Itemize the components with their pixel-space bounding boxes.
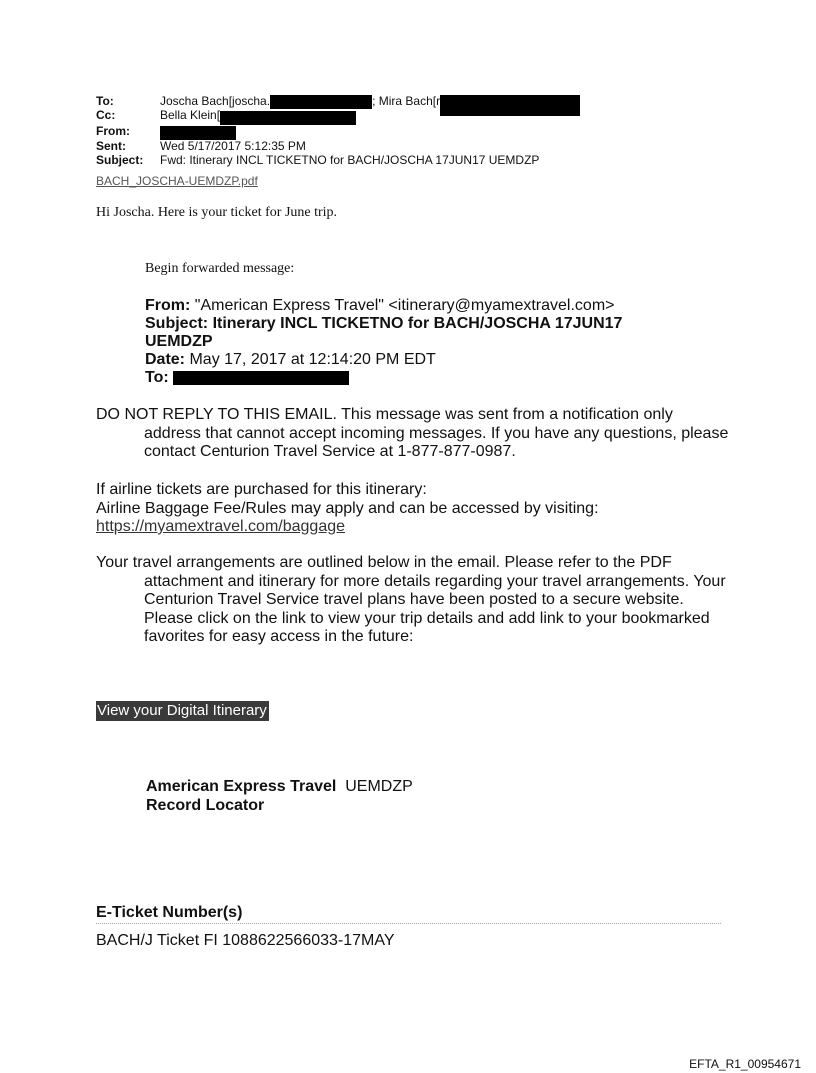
baggage-info: [96, 481, 686, 537]
record-locator-code: UEMDZP: [345, 778, 413, 795]
fwd-subject-line-1: Subject: Itinerary INCL TICKETNO for BACH/JOSCHA 17JUN17: [145, 315, 623, 332]
eticket-line: BACH/J Ticket FI 1088622566033-17MAY: [96, 932, 395, 949]
eticket-heading: E-Ticket Number(s): [96, 904, 721, 924]
subject-value: Fwd: Itinerary INCL TICKETNO for BACH/JOSCHA 17JUN17 UEMDZP: [160, 152, 540, 167]
document-id: EFTA_R1_00954671: [689, 1057, 801, 1071]
travel-arrangements-text: Your travel arrangements are outlined below in the email. Please refer to the PDF attachment and itinerary for more details regarding your travel arrangements. Your Centurion Travel Service travel plans have been posted to a secure website. Please click on the link to view your trip details and add link to your bookmarked favorites for easy access in the future:: [96, 554, 726, 645]
sent-value: Wed 5/17/2017 5:12:35 PM: [160, 139, 306, 153]
forwarded-intro: Begin forwarded message:: [145, 261, 295, 276]
fwd-from-label: From:: [145, 297, 191, 314]
email-header: [96, 95, 580, 167]
subject-label: Subject:: [96, 152, 144, 167]
record-locator-label-1: American Express Travel: [146, 778, 337, 795]
sent-row: [96, 140, 580, 154]
baggage-link[interactable]: https://myamextravel.com/baggage: [96, 518, 346, 535]
fwd-from-row: [145, 297, 665, 315]
fwd-subject-line-2: UEMDZP: [145, 333, 213, 350]
forwarded-header: [145, 297, 665, 387]
cc-label: Cc:: [96, 108, 116, 122]
to-recipient-2: ; Mira Bach[r: [372, 94, 441, 108]
cc-recipient: Bella Klein[: [160, 108, 221, 122]
greeting-text: Hi Joscha. Here is your ticket for June trip.: [96, 205, 338, 220]
redaction-block: [440, 95, 580, 116]
fwd-to-row: [145, 369, 665, 387]
redaction-block: [270, 95, 372, 109]
baggage-line-1: If airline tickets are purchased for this itinerary:: [96, 481, 427, 498]
redaction-block: [173, 371, 349, 385]
cc-value: [160, 109, 356, 125]
subject-row: [96, 154, 580, 168]
redaction-block: [160, 126, 236, 140]
fwd-from-value: "American Express Travel" <itinerary@myamextravel.com>: [190, 297, 615, 314]
redaction-block: [220, 111, 356, 125]
do-not-reply-notice: DO NOT REPLY TO THIS EMAIL. This message was sent from a notification only address that cannot accept incoming messages. If you have any questions, please contact Centurion Travel Service at 1-877-877-0987.: [96, 406, 729, 460]
record-locator: [146, 777, 413, 815]
fwd-date-label: Date:: [145, 351, 186, 368]
from-row: [96, 125, 580, 140]
fwd-date-row: [145, 351, 665, 369]
view-itinerary-button[interactable]: View your Digital Itinerary: [97, 702, 267, 719]
to-recipient-1: Joscha Bach[joscha.: [160, 94, 271, 108]
fwd-date-value: May 17, 2017 at 12:14:20 PM EDT: [185, 351, 436, 368]
to-label: To:: [96, 94, 114, 108]
from-label: From:: [96, 124, 130, 138]
sent-label: Sent:: [96, 139, 126, 153]
baggage-line-2: Airline Baggage Fee/Rules may apply and can be accessed by visiting:: [96, 499, 599, 517]
fwd-to-label: To:: [145, 369, 169, 386]
record-locator-label-2: Record Locator: [146, 797, 265, 814]
attachment-link[interactable]: BACH_JOSCHA-UEMDZP.pdf: [96, 174, 258, 188]
